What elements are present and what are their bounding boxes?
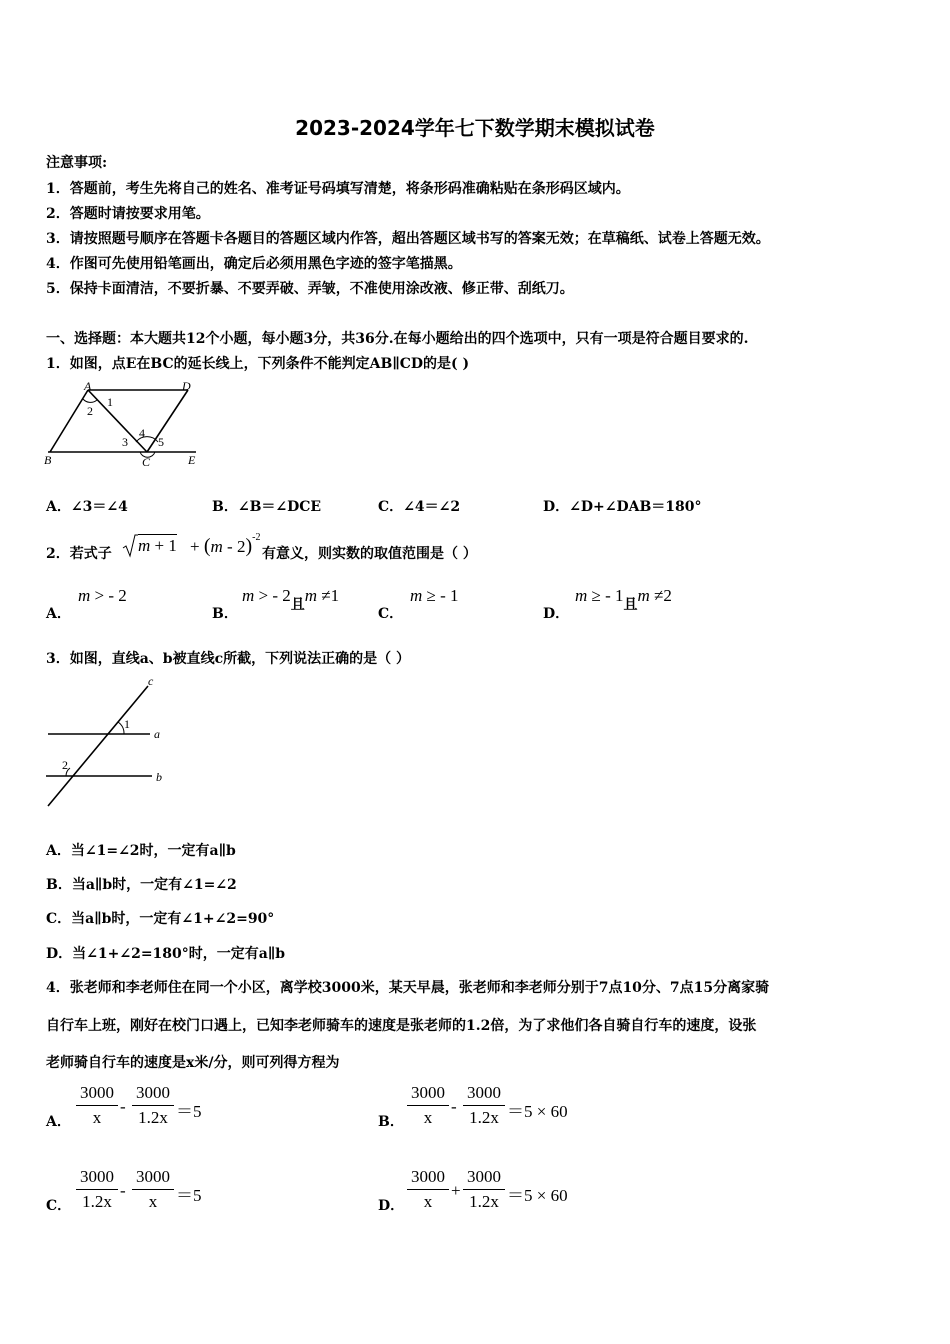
q1-option-a: A．∠3＝∠4 xyxy=(46,499,128,515)
q4-option-c-frac2: $\frac{3000}{x}$ xyxy=(132,1167,174,1212)
label-c: C xyxy=(142,455,151,469)
notice-item: 4．作图可先使用铅笔画出，确定后必须用黑色字迹的签字笔描黑。 xyxy=(46,256,462,272)
q4-option-c-label: C． xyxy=(46,1198,72,1214)
q3-stem: 3．如图，直线a、b被直线c所截，下列说法正确的是（ ） xyxy=(46,651,410,667)
q4-option-c-frac1: $\frac{3000}{1.2x}$ xyxy=(76,1167,118,1212)
q1-stem: 1．如图，点E在BC的延长线上，下列条件不能判定AB∥CD的是( ) xyxy=(46,356,470,372)
label-line-b: b xyxy=(156,770,162,784)
sqrt-radicand: m + 1 xyxy=(138,536,177,555)
notice-item: 2．答题时请按要求用笔。 xyxy=(46,206,210,222)
q4-option-b-frac1: $\frac{3000}{x}$ xyxy=(407,1083,449,1128)
q4-option-d-op: + xyxy=(451,1181,461,1200)
q4-option-b-frac2: $\frac{3000}{1.2x}$ xyxy=(463,1083,505,1128)
q4-option-b-rhs: ＝5 × 60 xyxy=(507,1102,568,1121)
q4-option-d-label: D． xyxy=(378,1198,405,1214)
line-c xyxy=(48,686,148,806)
label-e: E xyxy=(188,453,196,467)
label-line-a: a xyxy=(154,727,160,741)
label-line-c: c xyxy=(148,674,154,688)
q2-option-a-label: A． xyxy=(46,606,71,622)
page-title: 2023-2024学年七下数学期末模拟试卷 xyxy=(295,116,655,140)
q2-option-c-label: C． xyxy=(378,606,404,622)
q4-option-d-rhs: ＝5 × 60 xyxy=(507,1186,568,1205)
label-d: D xyxy=(182,379,191,393)
q4-option-a-frac1: $\frac{3000}{x}$ xyxy=(76,1083,118,1128)
q4-option-b-op: - xyxy=(451,1097,457,1116)
line-ac xyxy=(88,390,147,452)
label-angle-4: 4 xyxy=(139,426,145,440)
line-cd xyxy=(147,390,188,452)
label-b: B xyxy=(44,453,52,467)
q1-option-d: D．∠D+∠DAB＝180° xyxy=(543,499,702,515)
q4-stem-line: 老师骑自行车的速度是x米/分，则可列得方程为 xyxy=(46,1055,340,1071)
label-angle-5: 5 xyxy=(158,435,164,449)
label-angle-3: 3 xyxy=(122,435,128,449)
notice-heading: 注意事项: xyxy=(46,155,108,171)
label-angle-1: 1 xyxy=(107,395,113,409)
notice-item: 1．答题前，考生先将自己的姓名、准考证号码填写清楚，将条形码准确粘贴在条形码区域内。 xyxy=(46,181,630,197)
q4-option-c-rhs: ＝5 xyxy=(176,1186,202,1205)
q4-option-d-frac1: $\frac{3000}{x}$ xyxy=(407,1167,449,1212)
q2-option-b-label: B． xyxy=(212,606,238,622)
q2-option-d: m ≥ - 1且m ≠2 xyxy=(575,586,672,613)
q4-option-b-label: B． xyxy=(378,1114,404,1130)
q2-option-b: m > - 2且m ≠1 xyxy=(242,586,340,613)
label-angle-1: 1 xyxy=(124,717,130,731)
line-ab xyxy=(50,390,88,452)
q2-option-d-label: D． xyxy=(543,606,570,622)
label-angle-2: 2 xyxy=(62,758,68,772)
q4-option-d-frac2: $\frac{3000}{1.2x}$ xyxy=(463,1167,505,1212)
q4-option-c-op: - xyxy=(120,1181,126,1200)
q2-stem-post: 有意义，则实数的取值范围是（ ） xyxy=(262,546,477,562)
sqrt-sign xyxy=(122,534,138,558)
q4-stem-line: 4．张老师和李老师住在同一个小区，离学校3000米，某天早晨，张老师和李老师分别于7点10分、7点15分离家骑 xyxy=(46,980,770,996)
q3-option-a: A．当∠1=∠2时，一定有a∥b xyxy=(46,843,236,859)
q2-power-term: + (m - 2)$^{-2}$ xyxy=(190,531,261,557)
label-angle-2: 2 xyxy=(87,404,93,418)
notice-item: 5．保持卡面清洁，不要折暴、不要弄破、弄皱，不准使用涂改液、修正带、刮纸刀。 xyxy=(46,281,574,297)
label-a: A xyxy=(84,379,92,393)
q4-option-a-label: A． xyxy=(46,1114,71,1130)
q2-option-c: m ≥ - 1 xyxy=(410,586,459,605)
q1-figure xyxy=(40,378,210,470)
q2-option-a: m > - 2 xyxy=(78,586,127,605)
q3-option-d: D．当∠1+∠2=180°时，一定有a∥b xyxy=(46,946,286,962)
notice-item: 3．请按照题号顺序在答题卡各题目的答题区域内作答，超出答题区域书写的答案无效；在草稿纸、试卷上答题无效。 xyxy=(46,231,770,247)
angle-arc-a xyxy=(83,399,97,402)
q4-option-a-op: - xyxy=(120,1097,126,1116)
q4-stem-line: 自行车上班，刚好在校门口遇上，已知李老师骑车的速度是张老师的1.2倍，为了求他们各自骑自行车的速度，设张 xyxy=(46,1018,757,1034)
q2-stem-pre: 2．若式子 xyxy=(46,546,112,562)
q4-option-a-frac2: $\frac{3000}{1.2x}$ xyxy=(132,1083,174,1128)
section-heading: 一、选择题：本大题共12个小题，每小题3分，共36分.在每小题给出的四个选项中，只有一项是符合题目要求的. xyxy=(46,331,749,347)
q1-option-c: C．∠4＝∠2 xyxy=(378,499,461,515)
q1-option-b: B．∠B＝∠DCE xyxy=(212,499,322,515)
q3-option-b: B．当a∥b时，一定有∠1=∠2 xyxy=(46,877,237,893)
q4-option-a-rhs: ＝5 xyxy=(176,1102,202,1121)
q3-option-c: C．当a∥b时，一定有∠1+∠2=90° xyxy=(46,911,275,927)
q3-figure xyxy=(40,672,180,812)
